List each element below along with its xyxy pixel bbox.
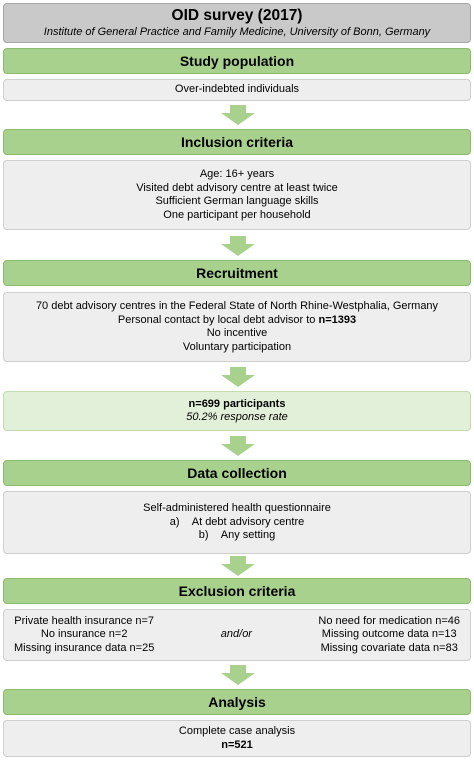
- response-rate: 50.2% response rate: [186, 411, 288, 423]
- data-collection-header: Data collection: [3, 460, 471, 486]
- inclusion-line: Visited debt advisory centre at least twice: [136, 181, 338, 194]
- participants-count: n=699 participants: [188, 397, 286, 410]
- recruitment-header: Recruitment: [3, 260, 471, 286]
- flow-arrow: [221, 436, 255, 456]
- analysis-method: Complete case analysis: [178, 725, 296, 737]
- flow-arrow: [221, 105, 255, 125]
- and-or-connector: and/or: [220, 628, 252, 641]
- exclusion-criteria-box: [3, 609, 471, 661]
- recruitment-contact-text: Personal contact by local debt advisor to: [117, 313, 319, 326]
- analysis-box: [3, 720, 471, 757]
- recruitment-contact-count: n=1393: [318, 313, 357, 326]
- data-collection-item: b) Any setting: [198, 529, 276, 542]
- title-box: [3, 3, 471, 43]
- study-population-box: [3, 79, 471, 101]
- study-population-line: Over-indebted individuals: [174, 83, 300, 96]
- inclusion-criteria-box: [3, 160, 471, 230]
- analysis-count: n=521: [221, 738, 253, 751]
- analysis-header: Analysis: [3, 689, 471, 715]
- data-collection-intro: Self-administered health questionnaire: [143, 502, 331, 515]
- exclusion-columns: [4, 615, 470, 656]
- flow-arrow: [221, 236, 255, 256]
- flow-arrow: [221, 665, 255, 685]
- exclusion-criteria-header: Exclusion criteria: [3, 578, 471, 604]
- exclusion-item: Missing covariate data n=83: [320, 641, 458, 654]
- recruitment-line: 70 debt advisory centres in the Federal State of North Rhine-Westphalia, Germany: [35, 300, 439, 312]
- data-collection-box: [3, 491, 471, 554]
- exclusion-insurance-column: [14, 615, 154, 656]
- exclusion-item: Missing insurance data n=25: [14, 641, 155, 654]
- inclusion-line: Age: 16+ years: [199, 168, 275, 180]
- inclusion-line: Sufficient German language skills: [155, 195, 319, 207]
- recruitment-contact-line: [118, 314, 356, 328]
- exclusion-item: No need for medication n=46: [318, 614, 460, 627]
- recruitment-box: [3, 292, 471, 362]
- exclusion-data-column: [318, 615, 460, 656]
- recruitment-line: Voluntary participation: [182, 340, 292, 353]
- exclusion-item: Missing outcome data n=13: [321, 628, 457, 641]
- inclusion-line: One participant per household: [163, 208, 311, 221]
- flow-arrow: [221, 367, 255, 387]
- recruitment-line: No incentive: [206, 327, 268, 339]
- data-collection-item: a) At debt advisory centre: [169, 515, 305, 528]
- exclusion-item: No insurance n=2: [40, 628, 128, 641]
- exclusion-item: Private health insurance n=7: [14, 614, 155, 627]
- participants-box: [3, 391, 471, 431]
- inclusion-criteria-header: Inclusion criteria: [3, 129, 471, 155]
- survey-title: OID survey (2017): [171, 7, 303, 24]
- flow-arrow: [221, 556, 255, 576]
- institute-subtitle: Institute of General Practice and Family Medicine, University of Bonn, Germany: [43, 26, 431, 38]
- study-population-header: Study population: [3, 48, 471, 74]
